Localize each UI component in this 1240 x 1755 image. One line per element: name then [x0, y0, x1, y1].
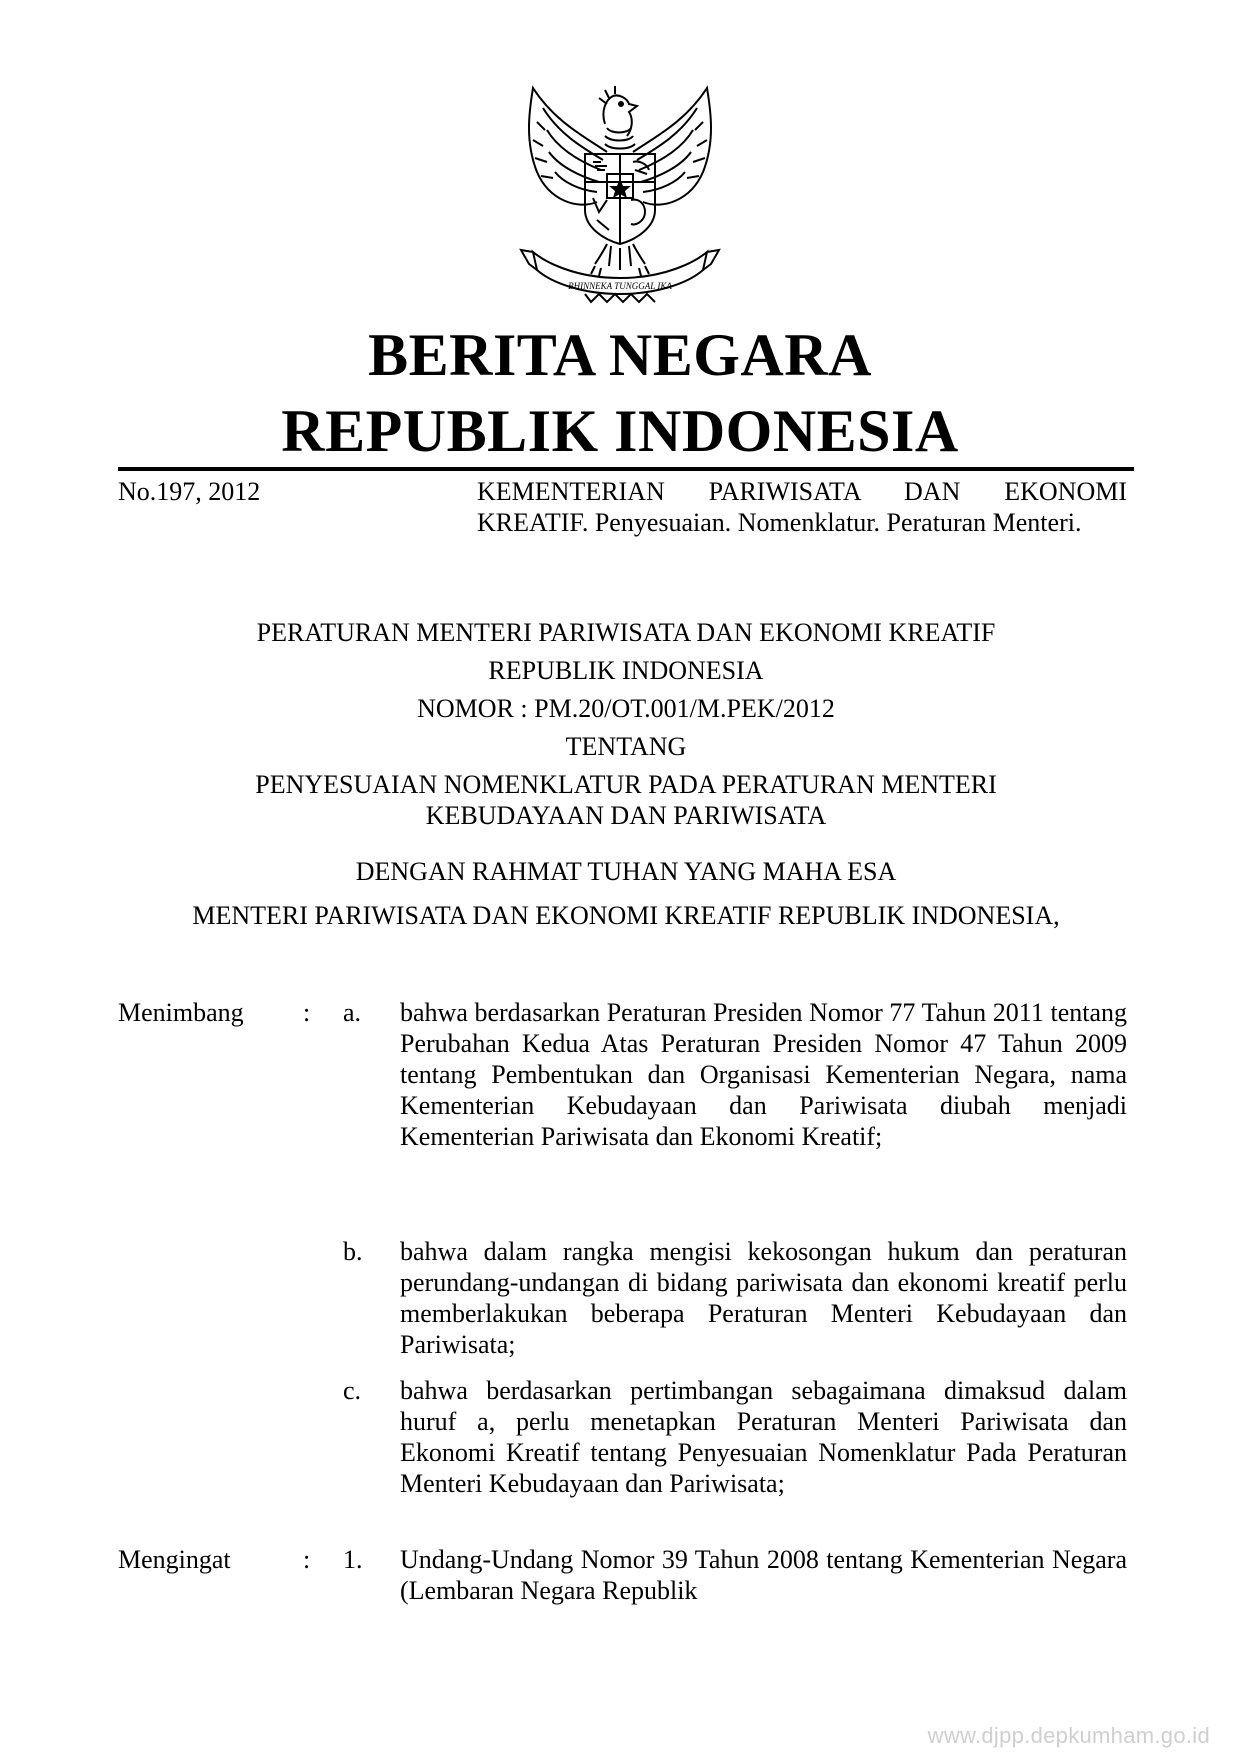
watermark-url: www.djpp.depkumham.go.id — [927, 1723, 1210, 1748]
menimbang-item-c: bahwa berdasarkan pertimbangan sebagaimana dimaksud dalam huruf a, perlu menetapkan Peraturan Menteri Pariwisata dan Ekonomi Kreatif tentang Penyesuaian Nomenklatur Pada Peraturan Menteri Kebudayaan dan Pariwisata; — [400, 1376, 1127, 1498]
menimbang-marker-c: c. — [343, 1376, 362, 1405]
emblem-motto: BHINNEKA TUNGGAL IKA — [568, 281, 672, 291]
title-subject-1: PENYESUAIAN NOMENKLATUR PADA PERATURAN MENTERI — [255, 770, 997, 799]
preamble-line-1: DENGAN RAHMAT TUHAN YANG MAHA ESA — [355, 857, 897, 886]
menimbang-marker-a: a. — [343, 998, 362, 1027]
gazette-number: No.197, 2012 — [118, 477, 261, 506]
title-subject-2: KEBUDAYAAN DAN PARIWISATA — [425, 801, 827, 830]
header-rule — [118, 467, 1134, 471]
preamble-line-2: MENTERI PARIWISATA DAN EKONOMI KREATIF REPUBLIK INDONESIA, — [192, 901, 1060, 930]
title-line-2: REPUBLIK INDONESIA — [488, 656, 764, 685]
menimbang-item-b: bahwa dalam rangka mengisi kekosongan hukum dan peraturan perundang-undangan di bidang pariwisata dan ekonomi kreatif perlu memberlakukan beberapa Peraturan Menteri Kebudayaan dan Pariwisata; — [400, 1237, 1127, 1359]
mengingat-colon: : — [303, 1545, 311, 1574]
gazette-subject: KEMENTERIAN PARIWISATA DAN EKONOMI KREATIF. Penyesuaian. Nomenklatur. Peraturan Menteri. — [477, 477, 1127, 537]
title-line-1: PERATURAN MENTERI PARIWISATA DAN EKONOMI KREATIF — [256, 618, 996, 647]
title-tentang: TENTANG — [565, 732, 687, 761]
menimbang-item-a: bahwa berdasarkan Peraturan Presiden Nomor 77 Tahun 2011 tentang Perubahan Kedua Atas Peraturan Presiden Nomor 47 Tahun 2009 tentang Pembentukan dan Organisasi Kementerian Negara, nama Kementerian Kebudayaan dan Pariwisata diubah menjadi Kementerian Pariwisata dan Ekonomi Kreatif; — [400, 998, 1127, 1151]
garuda-pancasila-emblem-icon — [515, 82, 725, 304]
menimbang-colon: : — [303, 998, 311, 1027]
mengingat-marker-1: 1. — [343, 1545, 363, 1574]
masthead-line-1: BERITA NEGARA — [368, 322, 872, 388]
title-number: NOMOR : PM.20/OT.001/M.PEK/2012 — [417, 694, 835, 723]
mengingat-label: Mengingat — [118, 1545, 231, 1574]
menimbang-marker-b: b. — [343, 1237, 363, 1266]
mengingat-item-1: Undang-Undang Nomor 39 Tahun 2008 tentang Kementerian Negara (Lembaran Negara Republik — [400, 1545, 1127, 1605]
masthead-line-2: REPUBLIK INDONESIA — [281, 398, 959, 464]
menimbang-label: Menimbang — [118, 998, 244, 1027]
